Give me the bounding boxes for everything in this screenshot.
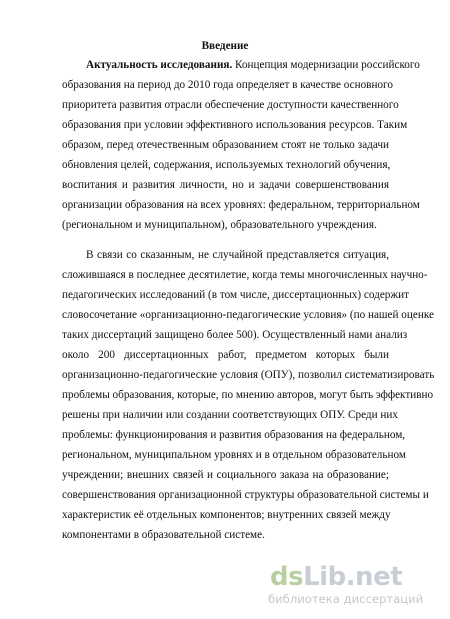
- paragraph-line: образования на период до 2010 года определяет в качестве основного: [62, 79, 393, 91]
- dslib-watermark: [262, 562, 442, 612]
- paragraph-line: решены при наличии или создании соответствующих ОПУ. Среди них: [62, 409, 398, 421]
- paragraph-line: словосочетание «организационно-педагогические условия» (по нашей оценке: [62, 309, 434, 321]
- paragraph-line: приоритета развития отрасли обеспечение доступности качественного: [62, 99, 399, 111]
- paragraph-line: таких диссертаций защищено более 500). Осуществленный нами анализ: [62, 329, 408, 341]
- watermark-subtitle: библиотека диссертаций: [268, 592, 424, 606]
- section-label: Актуальность исследования.: [86, 59, 233, 71]
- paragraph-line: учреждении; внешних связей и социального заказа на образование;: [62, 469, 389, 481]
- paragraph-line: проблемы образования, которые, по мнению авторов, могут быть эффективно: [62, 389, 434, 401]
- paragraph-line: характеристик её отдельных компонентов; внутренних связей между: [62, 509, 391, 521]
- paragraph-line: совершенствования организационной структуры образовательной системы и: [62, 489, 429, 501]
- paragraph-line: Актуальность исследования. Концепция модернизации российского: [86, 59, 420, 71]
- paragraph-line: обновления целей, содержания, используемых технологий обучения,: [62, 159, 391, 171]
- paragraph-line: сложившаяся в последнее десятилетие, когда темы многочисленных научно-: [62, 269, 428, 281]
- dslib-logo: dsLib.net: [270, 562, 403, 592]
- paragraph-line: образом, перед отечественным образованием стоят не только задачи: [62, 139, 389, 151]
- paragraph-line: компонентами в образовательной системе.: [62, 529, 265, 541]
- paragraph-line: около 200 диссертационных работ, предметом которых были: [62, 349, 389, 361]
- paragraph-line: организации образования на всех уровнях: федеральном, территориальном: [62, 199, 420, 211]
- paragraph-line: региональном, муниципальном уровнях и в отдельном образовательном: [62, 449, 406, 461]
- paragraph-line: педагогических исследований (в том числе, диссертационных) содержит: [62, 289, 409, 301]
- paragraph-line: образования при условии эффективного использования ресурсов. Таким: [62, 119, 408, 131]
- paragraph-line: проблемы: функционирования и развития образования на федеральном,: [62, 429, 406, 441]
- paragraph-line: организационно-педагогические условия (ОПУ), позволил систематизировать: [62, 369, 435, 381]
- page-title: Введение: [201, 40, 249, 52]
- paragraph-line: (региональном и муниципальном), образовательного учреждения.: [62, 219, 377, 231]
- paragraph-line: воспитания и развития личности, но и задачи совершенствования: [62, 179, 389, 191]
- paragraph-line: В связи со сказанным, не случайной представляется ситуация,: [86, 249, 389, 261]
